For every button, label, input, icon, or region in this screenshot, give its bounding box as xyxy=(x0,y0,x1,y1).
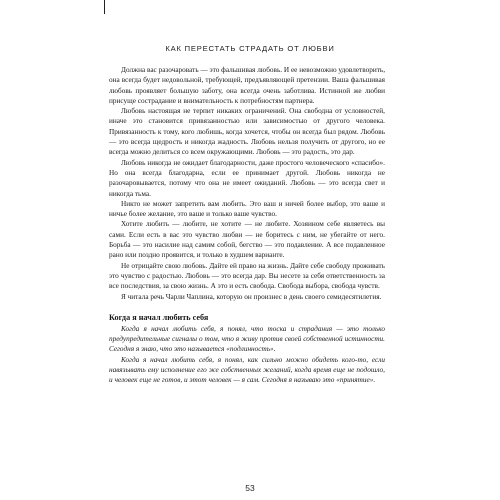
paragraph-2: Любовь настоящая не терпит никаких ограничений. Она свободна от условностей, иначе это становится привязанностью или зависимостью от другого человека. Привязанность к тому, кого любишь, когда хочется, чтобы он всегда был рядом. Любовь — это всегда щедрость и никогда жадность. Любовь нельзя получить от другого, но ее всегда можно делиться со всем окружающими. Любовь — это радость, это дар. xyxy=(109,107,385,157)
paragraph-3: Любовь никогда не ожидает благодарности, даже простого человеческого «спасибо». Но она всегда благодарна, если ее принимает другой. Любовь никогда не разочаровывается, потому что она не имеет ожиданий. Любовь — это всегда свет и никогда тьма. xyxy=(109,158,385,198)
paragraph-7: Я читала речь Чарли Чаплина, которую он произнес в день своего семидесятилетия. xyxy=(121,292,382,301)
page-number: 53 xyxy=(245,483,255,493)
section-heading: Когда я начал любить себя xyxy=(109,312,209,322)
quote-paragraph-2: Когда я начал любить себя, я понял, как сильно можно обидеть кого-то, если навязывать ему исполнение его же собственных желаний, когда время еще не подошло, и человек еще не готов, и этот человек — я сам. Сегодня я называю это «принятие». xyxy=(109,355,385,385)
paragraph-1: Должна вас разочаровать — это фальшивая любовь. И ее невозможно удовлетворить, она всегда будет недовольной, требующей, предъявляющей претензии. Ваша фальшивая любовь проявляет большую заботу, она всегда очень заботлива. Истинной же любви присуще сострадание и внимательность к потребностям партнера. xyxy=(109,66,386,105)
page-body xyxy=(109,65,385,386)
quote-paragraph-1: Когда я начал любить себя, я понял, что тоска и страдания — это только предупредительные сигналы о том, что я живу против своей собственной истинности. Сегодня я знаю, что это называется «подлинность». xyxy=(109,324,385,354)
paragraph-4: Никто не может запретить вам любить. Это ваш и ничей более выбор, это ваше и ничье более желание, это ваше и только ваше чувство. xyxy=(109,199,385,219)
crop-mark xyxy=(104,0,105,14)
running-head: КАК ПЕРЕСТАТЬ СТРАДАТЬ ОТ ЛЮБВИ xyxy=(165,44,335,53)
paragraph-6: Не отрицайте свою любовь. Дайте ей право на жизнь. Дайте себе свободу проживать это чувство с радостью. Любовь — это всегда дар. Вы несете за себя ответственность за все последствия, за свою жизнь. А это и есть свобода. Свобода выбора, свобода чувств. xyxy=(109,261,385,291)
paragraph-5: Хотите любить — любите, не хотите — не любите. Хозяином себе являетесь вы сами. Если есть в вас это чувство любви — не боритесь с ним, не убегайте от него. Борьба — это насилие над самим собой, бегство — это подавление. А все подавленное рано или поздно проявится, и только в худшем варианте. xyxy=(109,220,385,260)
